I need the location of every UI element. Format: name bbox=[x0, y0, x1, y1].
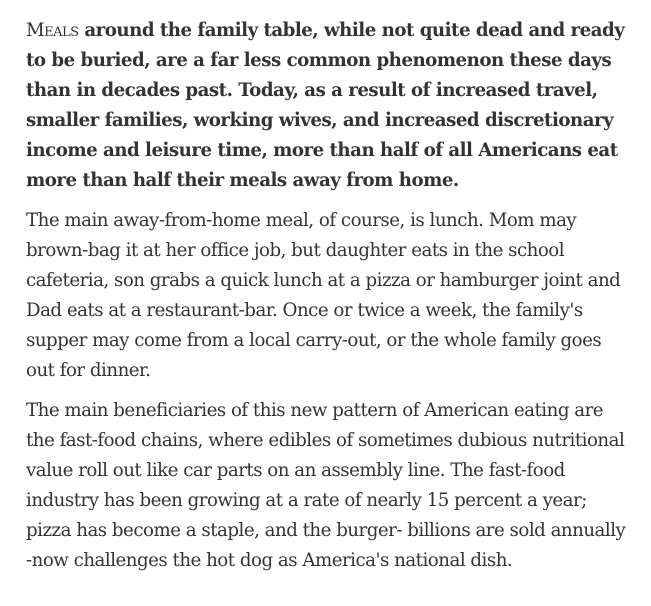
body-paragraph-fast-food: The main beneficiaries of this new pattern of American eating are the fast-food chains, where edibles of sometimes dubious nutritional value roll out like car parts on an assembly line. The fast-food industry has been growing at a rate of nearly 15 percent a year; pizza has become a staple, and the burger- billions are sold annually -now challenges the hot dog as America's national dish. bbox=[26, 400, 626, 571]
lead-paragraph-text: around the family table, while not quite dead and ready to be buried, are a far less common phenomenon these days than in decades past. Today, as a result of increased travel, smaller families, working wives, and increased discretionary income and leisure time, more than half of all Americans eat more than half their meals away from home. bbox=[26, 20, 625, 191]
article-body bbox=[26, 16, 626, 586]
lead-paragraph bbox=[26, 16, 626, 196]
body-paragraph-lunch: The main away-from-home meal, of course, is lunch. Mom may brown-bag it at her office job, but daughter eats in the school cafeteria, son grabs a quick lunch at a pizza or hamburger joint and Dad eats at a restaurant-bar. Once or twice a week, the family's supper may come from a local carry-out, or the whole family goes out for dinner. bbox=[26, 210, 621, 381]
lead-initial-word: Meals bbox=[26, 20, 79, 41]
